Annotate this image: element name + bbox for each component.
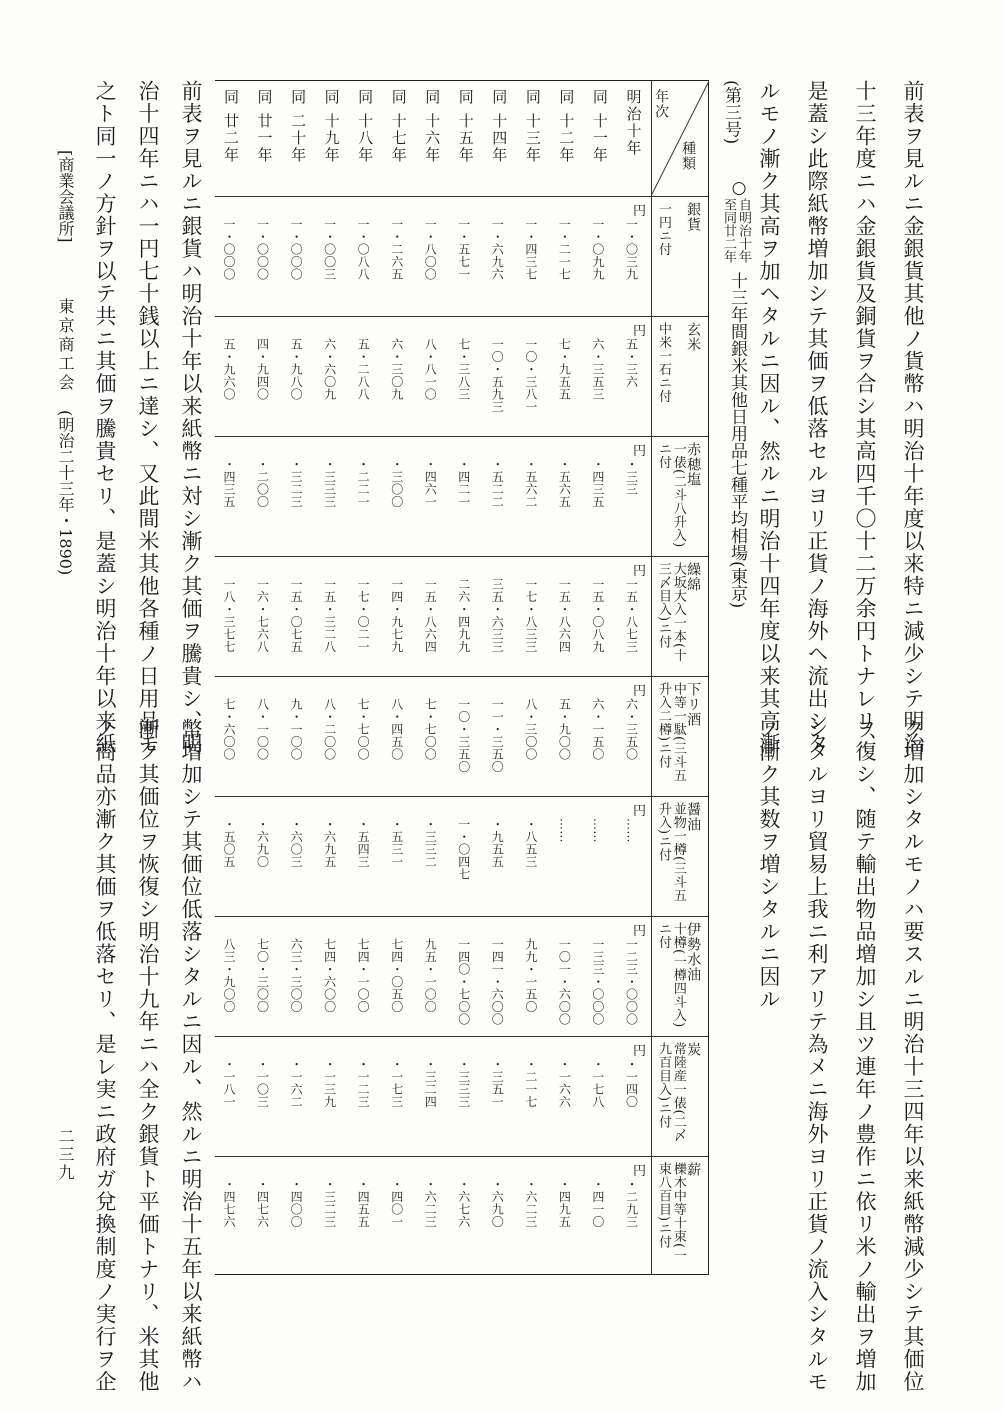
- table-cell: 六三・三〇〇: [289, 938, 304, 1013]
- paragraph-line: 十三年度ニハ金銀貨及銅貨ヲ合シ其高四千〇十二万余円トナレリ、: [853, 80, 877, 755]
- table-cell: 一・六九六: [490, 218, 505, 281]
- table-caption: 十三年間銀米其他日用品七種平均相場(東京): [727, 272, 747, 609]
- paragraph-line: ヲ復シ、随テ輸出物品増加シ且ツ連年ノ豊作ニ依リ米ノ輸出ヲ増加: [853, 718, 877, 1393]
- year-label: 同 十四年: [490, 89, 509, 164]
- table-cell: 一五・〇八九: [590, 578, 605, 653]
- table-cell: 六・三五〇: [624, 698, 639, 761]
- table-cell: ・八五三: [523, 818, 538, 868]
- table-cell: 六・三五三: [590, 338, 605, 401]
- table-cell: 八・四五〇: [389, 698, 404, 761]
- table-cell: 七四・六〇〇: [322, 938, 337, 1013]
- table-cell: ・三三二: [423, 818, 438, 868]
- table-cell: ……: [624, 818, 639, 843]
- table-cell: 一四・九七九: [389, 578, 404, 653]
- paragraph-line: シタルヨリ貿易上我ニ利アリテ為メニ海外ヨリ正貨ノ流入シタルモ: [805, 718, 829, 1393]
- table-cell: 九五・一〇〇: [423, 938, 438, 1013]
- table-cell: ……: [590, 818, 605, 843]
- column-header-sub: 大坂大入一本(十三〆目入)ニ付: [655, 562, 686, 663]
- column-divider: [215, 1036, 708, 1037]
- table-cell: ・五二二: [490, 458, 505, 508]
- table-cell: ・三三三: [456, 1058, 471, 1108]
- column-header-main: 繰綿: [685, 562, 702, 592]
- table-cell: 一・二六五: [389, 218, 404, 281]
- column-divider: [215, 676, 708, 677]
- table-cell: 一五・八六四: [557, 578, 572, 653]
- year-label: 同 二十年: [289, 89, 308, 164]
- table-cell: 九九・一五〇: [523, 938, 538, 1013]
- table-cell: 六・三〇九: [389, 338, 404, 401]
- table-cell: ・三二三: [289, 458, 304, 508]
- column-header-main: 赤穂塩: [685, 442, 702, 487]
- table-cell: ・五〇五: [222, 818, 236, 868]
- table-cell: 一四〇・七〇〇: [456, 938, 471, 1026]
- year-label: 同 十七年: [389, 89, 408, 164]
- table-cell: ・五三一: [389, 818, 404, 868]
- table-cell: ・六〇三: [289, 818, 304, 868]
- column-header-main: 伊勢水油: [685, 922, 702, 982]
- table-cell: 八三・九〇〇: [222, 938, 236, 1013]
- column-header-sub: 並物一樽(三斗五升入)ニ付: [655, 802, 686, 903]
- table-cell: 一七・八三三: [523, 578, 538, 653]
- table-cell: 一・〇三九: [624, 218, 639, 281]
- unit-label: 円: [633, 924, 647, 939]
- table-cell: ・五六五: [557, 458, 572, 508]
- unit-label: 円: [633, 324, 647, 339]
- table-cell: 一・五七一: [456, 218, 471, 281]
- table-cell: 七・九五五: [557, 338, 572, 401]
- year-label: 同 廿一年: [255, 89, 274, 164]
- paragraph-line: 漸ク其価位ヲ恢復シ明治十九年ニハ全ク銀貨ト平価トナリ、米其他: [136, 718, 160, 1393]
- table-cell: 一〇・五九三: [490, 338, 505, 413]
- table-cell: 一五・〇七五: [289, 578, 304, 653]
- table-cell: ・四三五: [222, 458, 236, 508]
- page-number: 二三九: [56, 1128, 75, 1182]
- paragraph-line: 之ト同一ノ方針ヲ以テ共ニ其価ヲ騰貴セリ、是蓋シ明治十年以来紙: [93, 80, 117, 755]
- table-cell: ・六九五: [322, 818, 337, 868]
- caption-range-bottom: 至同廿二年: [721, 198, 736, 263]
- table-cell: ・四三五: [590, 458, 605, 508]
- table-cell: ・四一〇: [590, 1178, 605, 1228]
- table-cell: 一六・七六八: [255, 578, 270, 653]
- table-cell: 八・一〇〇: [255, 698, 270, 761]
- column-header-sub: 中等一駄(三斗五升入二樽)ニ付: [655, 682, 686, 783]
- paragraph-line: 幣増加シテ其価位低落シタルニ因ル、然ルニ明治十五年以来紙幣ハ: [179, 718, 203, 1393]
- table-cell: ・四〇一: [389, 1178, 404, 1228]
- table-cell: ・一四〇: [624, 1058, 639, 1108]
- table-cell: ・六七六: [456, 1178, 471, 1228]
- table-cell: 一二三・〇〇〇: [624, 938, 639, 1026]
- paragraph-line: ノ漸ク其数ヲ増シタルニ因ル: [757, 718, 781, 1011]
- column-divider: [215, 316, 708, 317]
- column-header-main: 醤油: [685, 802, 702, 832]
- table-cell: ・四六一: [423, 458, 438, 508]
- year-label: 同 十九年: [322, 89, 341, 164]
- table-cell: ・五四三: [356, 818, 371, 868]
- paragraph-line: ルモノ漸ク其高ヲ加ヘタルニ因ル、然ルニ明治十四年度以来其高漸: [757, 80, 781, 755]
- paragraph-line: ノ商品亦漸ク其価ヲ低落セリ、是レ実ニ政府ガ兌換制度ノ実行ヲ企: [93, 718, 117, 1393]
- table-cell: 一・八〇〇: [423, 218, 438, 281]
- table-cell: ・二一七: [523, 1058, 538, 1108]
- table-cell: 七四・〇五〇: [389, 938, 404, 1013]
- column-header-sub: 一円ニ付: [655, 202, 671, 256]
- table-cell: 一・〇〇〇: [255, 218, 270, 281]
- table-cell: 一三三・〇〇〇: [590, 938, 605, 1026]
- column-header-sub: 常陸産一俵(二〆九百目入)ニ付: [655, 1042, 686, 1143]
- table-cell: 七・三八三: [456, 338, 471, 401]
- table-cell: 一八・三七七: [222, 578, 236, 653]
- column-header-sub: 十樽(一樽四斗入)ニ付: [655, 922, 686, 1028]
- table-cell: ・二〇〇: [255, 458, 270, 508]
- paragraph-line: 前表ヲ見ルニ銀貨ハ明治十年以来紙幣ニ対シ漸ク其価ヲ騰貴シ、明: [179, 80, 203, 755]
- table-cell: ・四〇〇: [289, 1178, 304, 1228]
- table-cell: ・三二三: [322, 1178, 337, 1228]
- table-cell: 五・三六: [624, 338, 639, 388]
- table-cell: ……: [557, 818, 572, 843]
- table-cell: 一〇・三八一: [523, 338, 538, 413]
- table-cell: 五・二八八: [356, 338, 371, 401]
- column-header-sub: 櫟木中等十束(一束八百目)ニ付: [655, 1162, 686, 1263]
- table-cell: ・三二四: [423, 1058, 438, 1108]
- table-cell: 六・六〇九: [322, 338, 337, 401]
- table-cell: 三五・六三三: [490, 578, 505, 653]
- paragraph-line: 是蓋シ此際紙幣増加シテ其価ヲ低落セルヨリ正貨ノ海外ヘ流出シタ: [805, 80, 829, 755]
- table-cell: ・六二三: [423, 1178, 438, 1228]
- year-label: 同 十五年: [456, 89, 475, 164]
- table-cell: 七・六〇〇: [222, 698, 236, 761]
- table-label: (第三号): [721, 80, 741, 145]
- year-label: 同 十三年: [523, 89, 542, 164]
- unit-label: 円: [633, 684, 647, 699]
- column-header-main: 下リ酒: [685, 682, 702, 727]
- table-cell: 一〇一・六〇〇: [557, 938, 572, 1026]
- corner-kind-label: 種類: [680, 141, 697, 171]
- table-cell: 一・〇〇〇: [222, 218, 236, 281]
- table-cell: 一・〇四七: [456, 818, 471, 881]
- unit-label: 円: [633, 564, 647, 579]
- table-cell: 七・七〇〇: [356, 698, 371, 761]
- table-cell: ・三三: [624, 458, 639, 496]
- table-cell: 一五・三二八: [322, 578, 337, 653]
- table-cell: 二六・四九九: [456, 578, 471, 653]
- unit-label: 円: [633, 804, 647, 819]
- year-label: 同 十八年: [356, 89, 375, 164]
- column-header-main: 炭: [685, 1042, 702, 1057]
- table-cell: ・一八一: [222, 1058, 236, 1108]
- column-divider: [215, 436, 708, 437]
- table-cell: 一五・八七三: [624, 578, 639, 653]
- footer-org: 東京商工会: [56, 298, 75, 393]
- table-cell: ・一七三: [389, 1058, 404, 1108]
- unit-label: 円: [633, 444, 647, 459]
- table-cell: 一・〇〇〇: [289, 218, 304, 281]
- unit-label: 円: [633, 1044, 647, 1059]
- table-cell: ・四九五: [557, 1178, 572, 1228]
- table-cell: 一一・三五〇: [490, 698, 505, 773]
- table-cell: 五・九〇〇: [557, 698, 572, 761]
- footer-date: (明治二十三年・1890): [56, 410, 75, 576]
- paragraph-line: 前表ヲ見ルニ金銀貨其他ノ貨幣ハ明治十年度以来特ニ減少シテ明治: [901, 80, 925, 755]
- caption-range-top: 自明治十年: [736, 198, 751, 263]
- column-divider: [215, 556, 708, 557]
- table-cell: ・六九〇: [490, 1178, 505, 1228]
- table-cell: ・一二三: [356, 1058, 371, 1108]
- table-cell: 一四一・六〇〇: [490, 938, 505, 1026]
- table-cell: ・一六六: [557, 1058, 572, 1108]
- year-label: 同 十二年: [557, 89, 576, 164]
- table-cell: 一・〇九九: [590, 218, 605, 281]
- paragraph-line: 治十四年ニハ一円七十銭以上ニ達シ、又此間米其他各種ノ日用品モ: [136, 80, 160, 755]
- table-cell: ・九五五: [490, 818, 505, 868]
- table-cell: 一・〇八八: [356, 218, 371, 281]
- footer-source: [商業会議所]: [56, 150, 75, 243]
- unit-label: 円: [633, 1164, 647, 1179]
- column-header-main: 銀貨: [685, 202, 702, 232]
- table-cell: ・五六二: [523, 458, 538, 508]
- table-cell: 七〇・三〇〇: [255, 938, 270, 1013]
- table-cell: ・四七六: [222, 1178, 236, 1228]
- header-divider: [215, 196, 708, 197]
- column-divider: [215, 916, 708, 917]
- table-cell: ・六九〇: [255, 818, 270, 868]
- table-cell: 七・七〇〇: [423, 698, 438, 761]
- paragraph-line: ク増加シタルモノハ要スルニ明治十三四年以来紙幣減少シテ其価位: [901, 718, 925, 1393]
- table-cell: ・三三三: [322, 458, 337, 508]
- table-cell: 九・一〇〇: [289, 698, 304, 761]
- table-cell: 八・二〇〇: [322, 698, 337, 761]
- table-cell: ・六二三: [523, 1178, 538, 1228]
- table-cell: 一・〇〇三: [322, 218, 337, 281]
- table-cell: ・一〇三: [255, 1058, 270, 1108]
- column-divider: [215, 796, 708, 797]
- year-label: 明治十年: [624, 89, 643, 157]
- table-cell: 一〇・三五〇: [456, 698, 471, 773]
- table-cell: 五・九六〇: [222, 338, 236, 401]
- year-column-divider: [651, 81, 652, 1274]
- table-cell: ・三〇〇: [389, 458, 404, 508]
- year-label: 同 廿二年: [222, 89, 240, 164]
- table-cell: 七四・一〇〇: [356, 938, 371, 1013]
- table-cell: 六・一五〇: [590, 698, 605, 761]
- column-header-main: 玄米: [685, 322, 702, 352]
- table-cell: ・二二一: [356, 458, 371, 508]
- table-cell: 四・九四〇: [255, 338, 270, 401]
- table-cell: 五・九八〇: [289, 338, 304, 401]
- table-cell: 八・八一〇: [423, 338, 438, 401]
- table-cell: ・一七八: [590, 1058, 605, 1108]
- table-cell: ・四五五: [356, 1178, 371, 1228]
- caption-bullet: ○: [729, 178, 749, 198]
- table-cell: ・一三九: [322, 1058, 337, 1108]
- table-cell: 一七・〇二一: [356, 578, 371, 653]
- unit-label: 円: [633, 204, 647, 219]
- table-cell: 一五・八六四: [423, 578, 438, 653]
- table-cell: 八・三〇〇: [523, 698, 538, 761]
- column-header-sub: 中米一石ニ付: [655, 322, 671, 403]
- table-cell: 一・二一七: [557, 218, 572, 281]
- year-label: 同 十六年: [423, 89, 442, 164]
- table-cell: ・一六二: [289, 1058, 304, 1108]
- price-table: [215, 80, 709, 1275]
- table-cell: ・二九三: [624, 1178, 639, 1228]
- column-header-sub: 一俵(二斗八升入)ニ付: [655, 442, 686, 548]
- table-cell: ・四二一: [456, 458, 471, 508]
- table-cell: ・四七六: [255, 1178, 270, 1228]
- corner-year-label: 年次: [653, 89, 670, 119]
- column-header-main: 薪: [685, 1162, 702, 1177]
- year-label: 同 十一年: [590, 89, 609, 164]
- table-cell: 一・四三七: [523, 218, 538, 281]
- table-cell: ・三五一: [490, 1058, 505, 1108]
- column-divider: [215, 1156, 708, 1157]
